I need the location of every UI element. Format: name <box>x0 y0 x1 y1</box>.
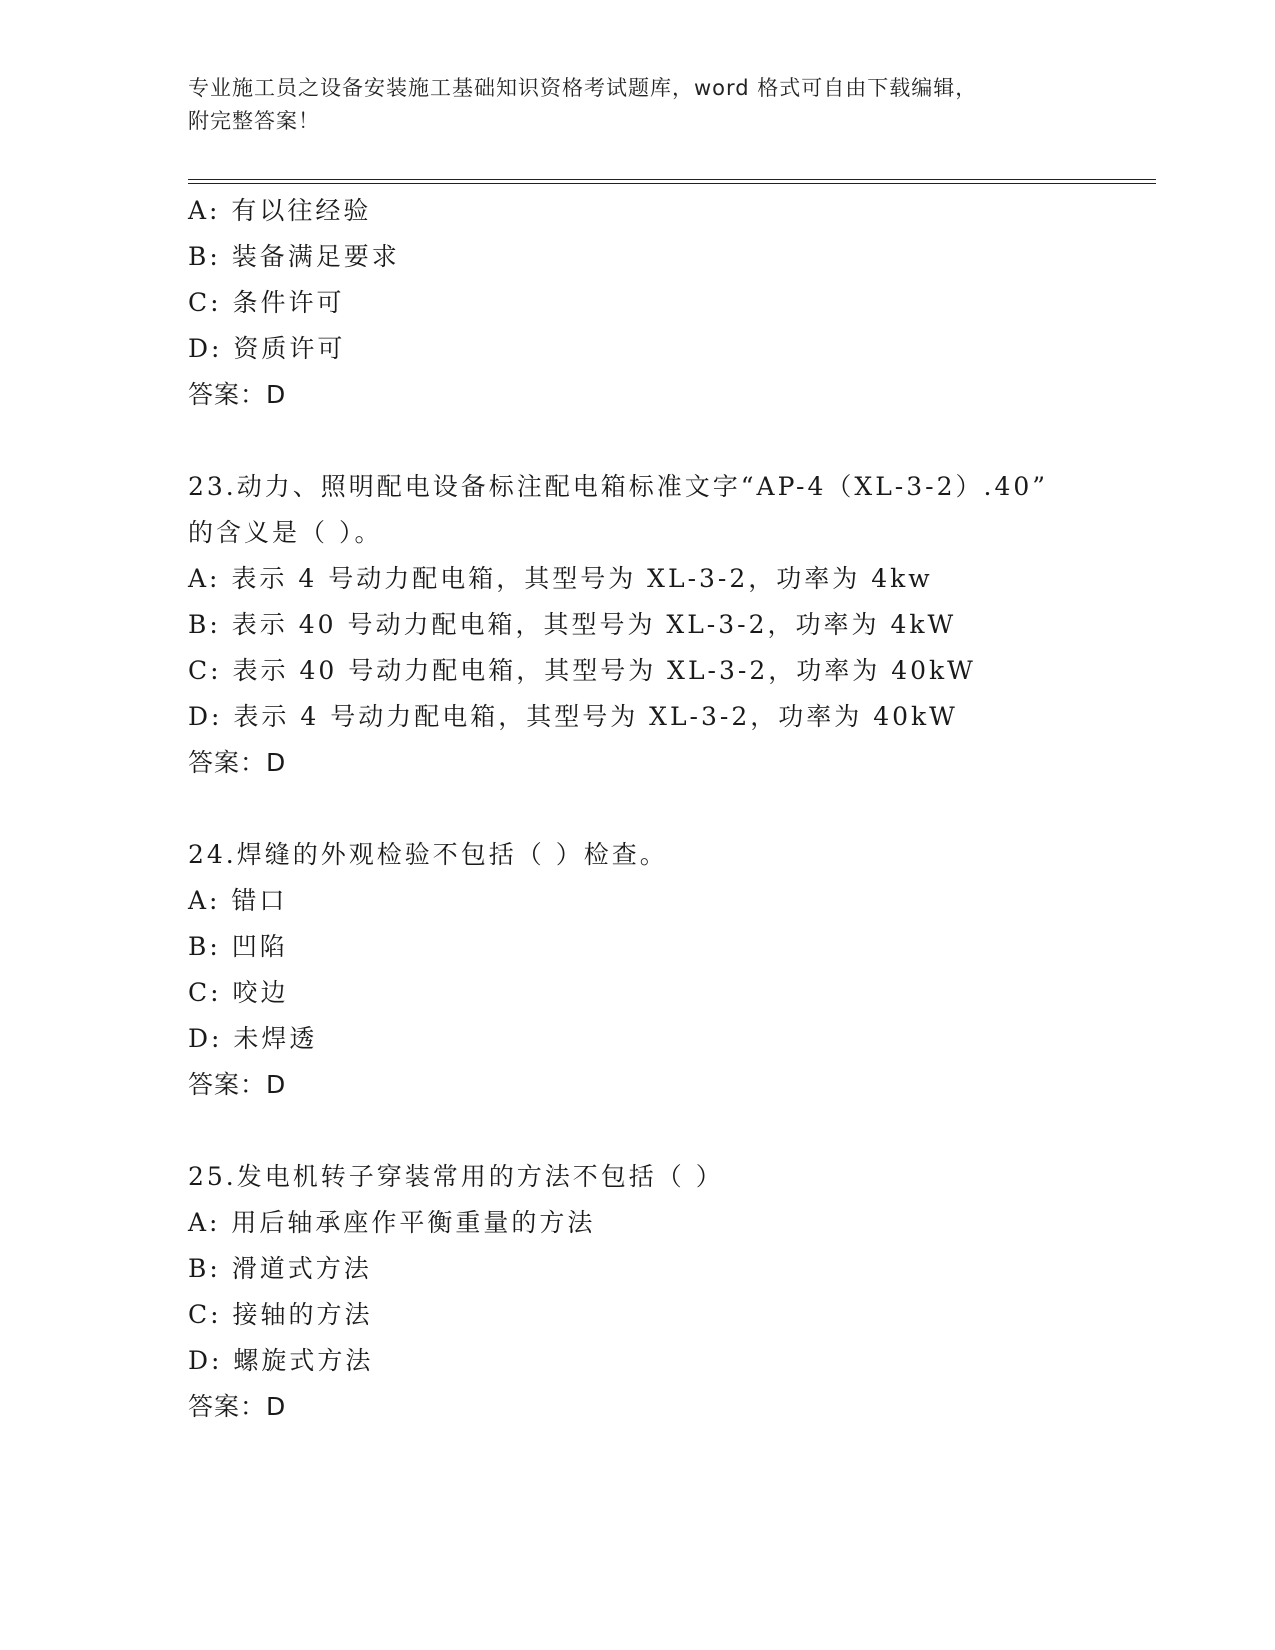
question-22 <box>188 188 1156 418</box>
answer-line: 答案：D <box>188 380 287 409</box>
option-b: B: 凹陷 <box>188 932 288 961</box>
option-c: C: 咬边 <box>188 978 289 1007</box>
spacer <box>188 786 1156 832</box>
option-c: C: 接轴的方法 <box>188 1300 373 1329</box>
option-a: A: 有以往经验 <box>188 196 372 225</box>
header-title-line-2: 附完整答案！ <box>188 109 320 133</box>
option-d: D: 表示 4 号动力配电箱，其型号为 XL-3-2，功率为 40kW <box>188 702 958 731</box>
option-d: D: 未焊透 <box>188 1024 318 1053</box>
option-d: D: 资质许可 <box>188 334 346 363</box>
option-d: D: 螺旋式方法 <box>188 1346 374 1375</box>
header-title-line-1: 专业施工员之设备安装施工基础知识资格考试题库，word 格式可自由下载编辑， <box>188 76 978 100</box>
page-header <box>188 72 1088 138</box>
question-24 <box>188 832 1156 1108</box>
option-a: A: 表示 4 号动力配电箱，其型号为 XL-3-2，功率为 4kw <box>188 564 933 593</box>
question-stem: 24.焊缝的外观检验不包括（ ）检查。 <box>188 840 668 869</box>
question-23 <box>188 464 1156 786</box>
header-divider-bottom <box>188 183 1156 184</box>
option-b: B: 装备满足要求 <box>188 242 400 271</box>
answer-line: 答案：D <box>188 748 287 777</box>
option-c: C: 表示 40 号动力配电箱，其型号为 XL-3-2，功率为 40kW <box>188 656 976 685</box>
question-25 <box>188 1154 1156 1430</box>
option-c: C: 条件许可 <box>188 288 345 317</box>
question-stem-continued: 的含义是（ ）。 <box>188 518 383 547</box>
spacer <box>188 1108 1156 1154</box>
option-a: A: 错口 <box>188 886 288 915</box>
spacer <box>188 418 1156 464</box>
question-stem: 23.动力、照明配电设备标注配电箱标准文字“AP-4（XL-3-2）.40” <box>188 472 1049 501</box>
answer-line: 答案：D <box>188 1070 287 1099</box>
question-stem: 25.发电机转子穿装常用的方法不包括（ ） <box>188 1162 724 1191</box>
option-a: A: 用后轴承座作平衡重量的方法 <box>188 1208 596 1237</box>
header-divider-top <box>188 179 1156 180</box>
question-list <box>188 188 1156 1430</box>
answer-line: 答案：D <box>188 1392 287 1421</box>
option-b: B: 表示 40 号动力配电箱，其型号为 XL-3-2，功率为 4kW <box>188 610 957 639</box>
option-b: B: 滑道式方法 <box>188 1254 372 1283</box>
